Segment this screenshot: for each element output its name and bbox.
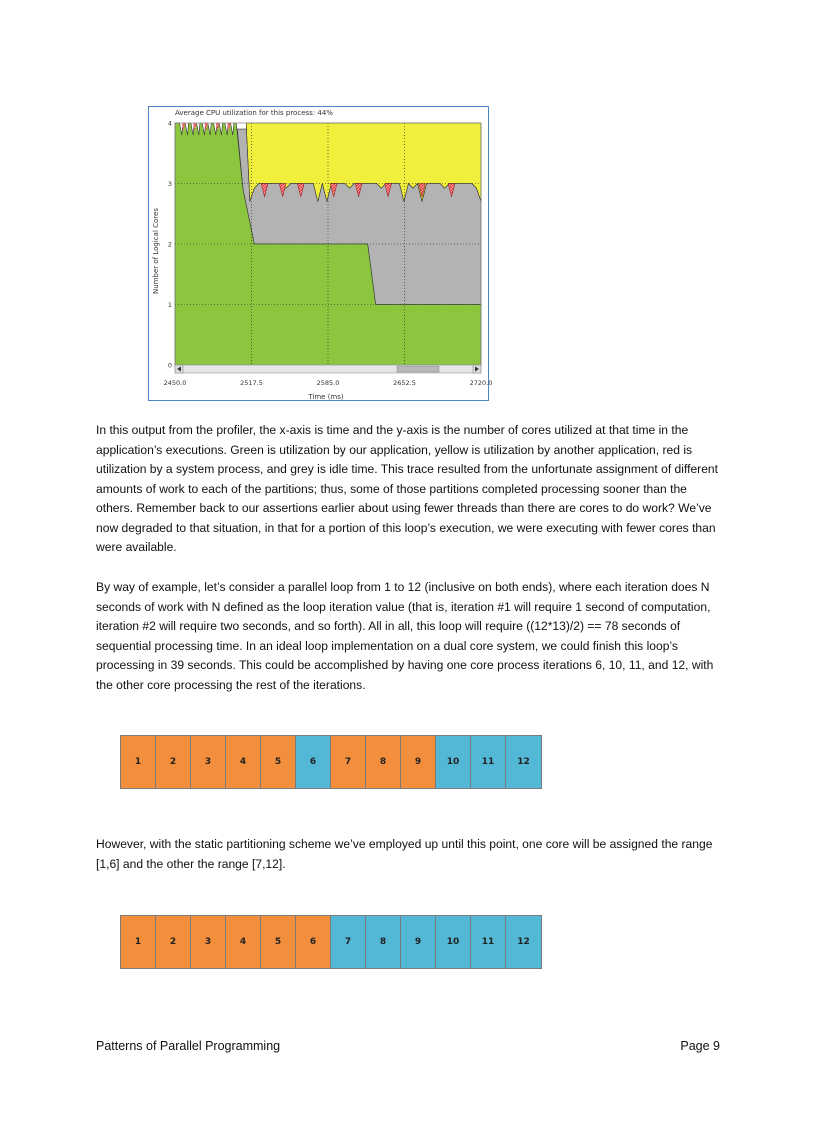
iteration-cell: 8	[366, 916, 401, 968]
y-tick-label: 4	[167, 119, 172, 128]
x-tick-label: 2517.5	[240, 379, 263, 387]
x-axis-ticks	[164, 379, 493, 387]
chart-scrollbar[interactable]	[175, 365, 481, 373]
x-tick-label: 2652.5	[393, 379, 416, 387]
y-tick-label: 0	[167, 361, 172, 370]
iteration-cell: 6	[296, 916, 331, 968]
iteration-cell: 4	[226, 916, 261, 968]
footer-page-number: Page 9	[680, 1039, 720, 1053]
iteration-cell: 7	[331, 736, 366, 788]
y-axis-label: Number of Logical Cores	[152, 208, 160, 294]
iteration-cell: 11	[471, 916, 506, 968]
iteration-cell: 3	[191, 916, 226, 968]
iteration-cell: 12	[506, 736, 541, 788]
x-axis-label: Time (ms)	[308, 393, 344, 401]
x-tick-label: 2585.0	[316, 379, 340, 387]
iteration-cell: 9	[401, 736, 436, 788]
iteration-cell: 10	[436, 916, 471, 968]
static-partition-strip	[120, 915, 542, 969]
plot-area	[175, 123, 481, 365]
paragraph-static-partitioning: However, with the static partitioning scheme we’ve employed up until this point, one core will be assigned the range [1,6] and the other the range [7,12].	[96, 837, 713, 871]
ideal-partition-strip	[120, 735, 542, 789]
y-tick-label: 1	[167, 301, 172, 309]
chart-svg	[149, 107, 493, 402]
iteration-cell: 1	[121, 736, 156, 788]
iteration-cell: 3	[191, 736, 226, 788]
iteration-cell: 2	[156, 916, 191, 968]
y-tick-label: 2	[167, 240, 172, 249]
iteration-cell: 7	[331, 916, 366, 968]
iteration-cell: 11	[471, 736, 506, 788]
iteration-cell: 1	[121, 916, 156, 968]
x-tick-label: 2720.0	[469, 379, 493, 387]
iteration-cell: 5	[261, 916, 296, 968]
y-axis-ticks	[168, 120, 172, 370]
cpu-utilization-chart	[148, 106, 493, 401]
x-tick-label: 2450.0	[163, 379, 187, 387]
iteration-cell: 6	[296, 736, 331, 788]
iteration-cell: 2	[156, 736, 191, 788]
y-tick-label: 3	[167, 180, 172, 188]
iteration-cell: 5	[261, 736, 296, 788]
iteration-cell: 10	[436, 736, 471, 788]
paragraph-example: By way of example, let’s consider a parallel loop from 1 to 12 (inclusive on both ends), where each iteration does N seconds of work with N defined as the loop iteration value (that is, iteration #1 will require 1 second of computation, iteration #2 will require two seconds, and so forth). All in all, this loop will require ((12*13)/2) == 78 seconds of sequential processing time. In an ideal loop implementation on a dual core system, we could finish this loop’s processing in 39 seconds. This could be accomplished by having one core process iterations 6, 10, 11, and 12, with the other core processing the rest of the iterations.	[96, 580, 714, 692]
chart-title: Average CPU utilization for this process: 44%	[175, 109, 333, 117]
scroll-thumb[interactable]	[397, 366, 439, 372]
iteration-cell: 9	[401, 916, 436, 968]
iteration-cell: 12	[506, 916, 541, 968]
iteration-cell: 8	[366, 736, 401, 788]
footer-title: Patterns of Parallel Programming	[96, 1039, 281, 1053]
paragraph-profiler-output: In this output from the profiler, the x-axis is time and the y-axis is the number of cores utilized at that time in the application’s executions. Green is utilization by our application, yellow is utilization by another application, red is utilization by a system process, and grey is idle time. This trace resulted from the unfortunate assignment of different amounts of work to each of the partitions; thus, some of those partitions completed processing sooner than the others. Remember back to our assertions earlier about using fewer threads than there are cores to do work? We’ve now degraded to that situation, in that for a portion of this loop’s execution, we were executing with fewer cores than were available.	[96, 423, 719, 554]
iteration-cell: 4	[226, 736, 261, 788]
